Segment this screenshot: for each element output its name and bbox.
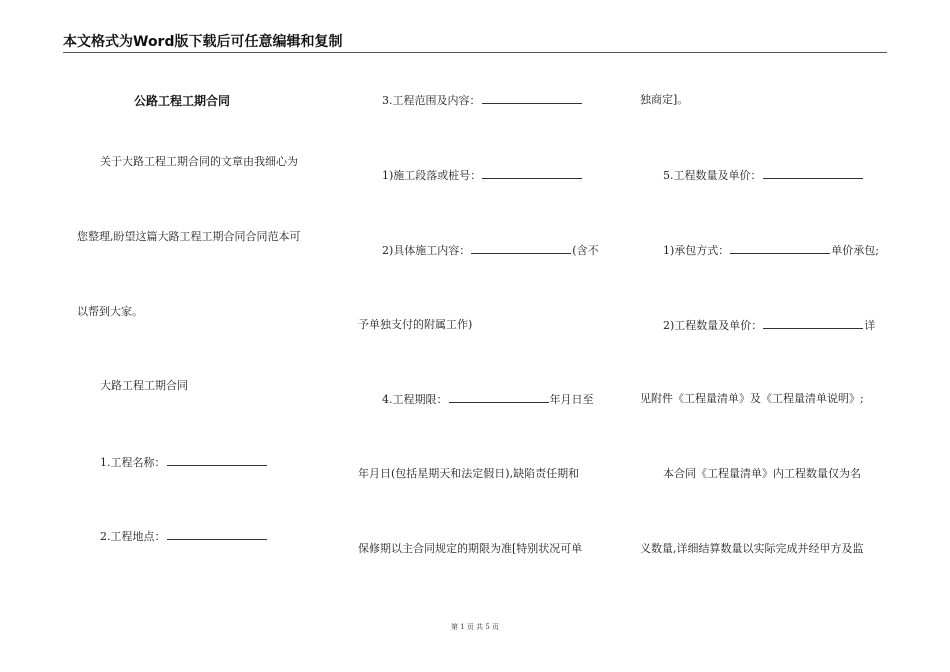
intro-line-1: 关于大路工程工期合同的文章由我细心为 (100, 155, 298, 168)
work-content-blank (471, 243, 571, 254)
quantity-note-2: 义数量,详细结算数量以实际完成并经甲方及监 (640, 542, 864, 555)
item-section-label: 1)施工段落或桩号： (382, 169, 482, 182)
left-column (0, 0, 330, 672)
duration-continuation-1: 年月日(包括星期天和法定假日),缺陷责任期和 (358, 467, 580, 480)
quantity-detail-blank (763, 318, 863, 329)
header-text: 本文格式为Word版下载后可任意编辑和复制 (63, 34, 343, 50)
item-quantity-detail-suffix: 详 (864, 319, 876, 332)
intro-line-3: 以帮到大家。 (77, 305, 143, 318)
item-quantity-price-label: 5.工程数量及单价： (663, 169, 762, 182)
item-work-content (382, 243, 599, 258)
project-name-blank (167, 455, 267, 466)
item-work-content-suffix: (含不 (572, 244, 599, 257)
item-quantity-detail (663, 318, 875, 333)
right-column (620, 0, 920, 672)
item-work-content-label: 2)具体施工内容： (382, 244, 471, 257)
item-project-name-label: 1.工程名称： (100, 456, 166, 469)
duration-continuation-2: 保修期以主合同规定的期限为准[特别状况可单 (358, 542, 583, 555)
document-title: 公路工程工期合同 (134, 94, 231, 108)
item-project-name (100, 455, 268, 470)
item-contract-method (663, 243, 879, 258)
intro-line-2: 您整理,盼望这篇大路工程工期合同合同范本可 (77, 230, 301, 243)
item-quantity-price (663, 168, 864, 183)
page-footer: 第 1 页 共 5 页 (450, 623, 500, 631)
item-duration-suffix: 年月日至 (549, 393, 594, 406)
contract-subtitle: 大路工程工期合同 (100, 379, 188, 392)
contract-method-blank (730, 243, 830, 254)
duration-continuation-3: 独商定]。 (640, 93, 689, 106)
item-scope-label: 3.工程范围及内容： (382, 94, 481, 107)
scope-blank (482, 93, 582, 104)
work-content-continuation: 予单独支付的附属工作) (358, 318, 473, 331)
item-contract-method-suffix: 单价承包; (831, 244, 880, 257)
quantity-price-blank (763, 168, 863, 179)
item-duration (382, 392, 594, 407)
project-location-blank (167, 529, 267, 540)
item-contract-method-label: 1)承包方式： (663, 244, 730, 257)
duration-blank (449, 392, 549, 403)
quantity-detail-continuation: 见附件《工程量清单》及《工程量清单说明》; (640, 392, 864, 405)
item-project-location (100, 529, 268, 544)
item-quantity-detail-label: 2)工程数量及单价： (663, 319, 763, 332)
quantity-note-1: 本合同《工程量清单》内工程数量仅为名 (663, 467, 861, 480)
item-project-location-label: 2.工程地点： (100, 530, 166, 543)
item-section (382, 168, 583, 183)
item-scope (382, 93, 583, 108)
middle-column (330, 0, 620, 672)
item-duration-label: 4.工程期限： (382, 393, 448, 406)
section-blank (482, 168, 582, 179)
